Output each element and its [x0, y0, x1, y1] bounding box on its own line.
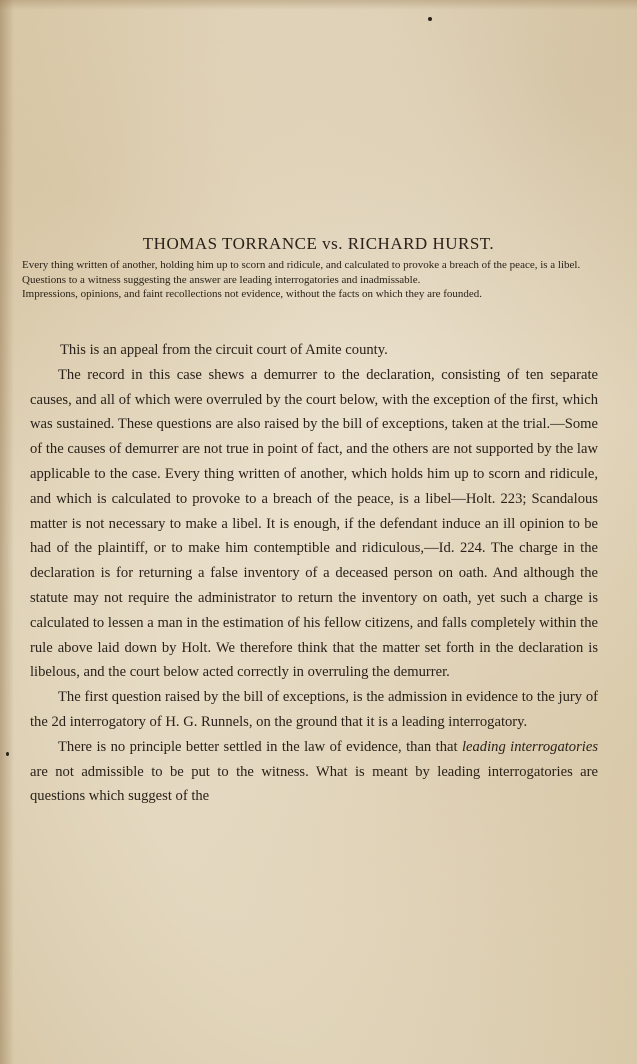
syllabus-headnotes	[22, 258, 594, 302]
opinion-body	[30, 338, 598, 809]
paragraph: The first question raised by the bill of exceptions, is the admission in evidence to the jury of the 2d interrogatory of H. G. Runnels, on the ground that it is a leading interrogatory.	[30, 689, 598, 730]
paragraph-text: There is no principle better settled in the law of evidence, than that	[58, 738, 462, 755]
page-top-edge-shadow	[0, 0, 637, 10]
headnote: Every thing written of another, holding him up to scorn and ridicule, and calculated to provoke a breach of the peace, is a libel.	[22, 259, 581, 271]
emphasized-term: leading interrogatories	[461, 738, 598, 755]
paragraph-text: are not admissible to be put to the witness. What is meant by leading interrogatories are questions which suggest of the	[30, 763, 598, 805]
ink-speck	[6, 752, 9, 756]
page-left-edge-shadow	[0, 0, 14, 1064]
ink-speck	[428, 17, 432, 21]
case-title: THOMAS TORRANCE vs. RICHARD HURST.	[142, 234, 495, 253]
paragraph	[30, 735, 598, 809]
paragraph: This is an appeal from the circuit court of Amite county.	[60, 342, 388, 358]
headnote: Impressions, opinions, and faint recollections not evidence, without the facts on which they are founded.	[22, 288, 483, 300]
headnote: Questions to a witness suggesting the answer are leading interrogatories and inadmissable.	[22, 273, 421, 286]
paragraph: The record in this case shews a demurrer to the declaration, consisting of ten separate causes, and all of which were overruled by the court below, with the exception of the first, which was sustained. These questions are also raised by the bill of exceptions, taken at the trial.—Some of the causes of demurrer are not true in point of fact, and the others are not supported by the law applicable to the case. Every thing written of another, which holds him up to scorn and ridicule, and which is calculated to provoke to a breach of the peace, is a libel—Holt. 223; Scandalous matter is not necessary to make a libel. It is enough, if the defendant induce an ill opinion to be had of the plaintiff, or to make him contemptible and ridiculous,—Id. 224. The charge in the declaration is for returning a false inventory of a deceased person on oath. And although the statute may not require the administrator to return the inventory on oath, yet such a charge is calculated to lessen a man in the estimation of his fellow citizens, and falls completely within the rule above laid down by Holt. We therefore think that the matter set forth in the declaration is libelous, and the court below acted correctly in overruling the demurrer.	[30, 366, 598, 681]
